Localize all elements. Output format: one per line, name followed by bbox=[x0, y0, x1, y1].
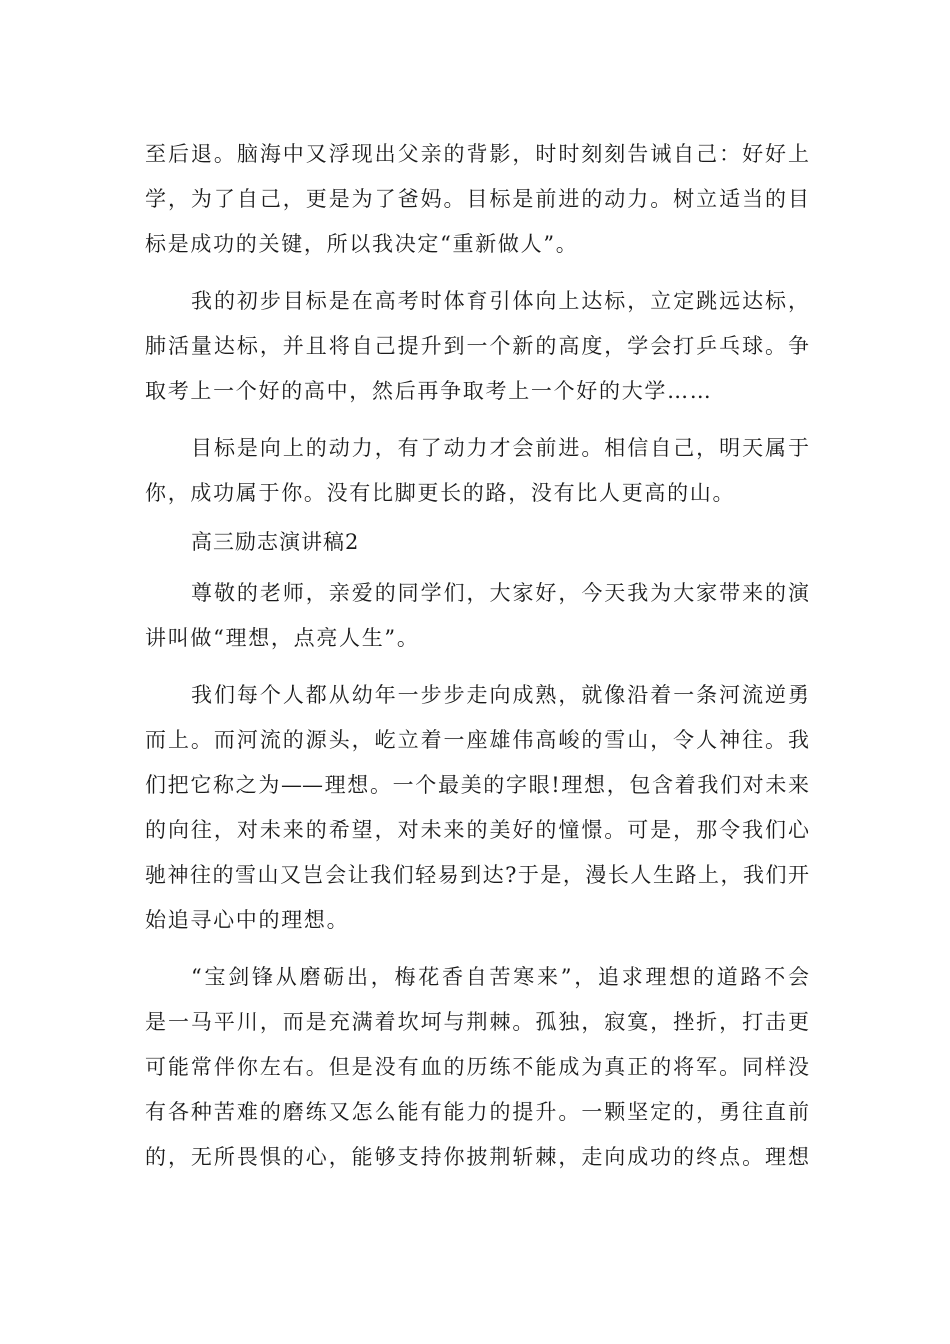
text-line: 的向往，对未来的希望，对未来的美好的憧憬。可是，那令我们心 bbox=[145, 818, 809, 842]
text-line: 我们每个人都从幼年一步步走向成熟，就像沿着一条河流逆勇 bbox=[191, 683, 809, 707]
text-line: 至后退。脑海中又浮现出父亲的背影，时时刻刻告诫自己：好好上 bbox=[145, 142, 809, 166]
text-line: 驰神往的雪山又岂会让我们轻易到达?于是，漫长人生路上，我们开 bbox=[145, 863, 809, 887]
text-line: 可能常伴你左右。但是没有血的历练不能成为真正的将军。同样没 bbox=[145, 1055, 809, 1079]
text-line: 们把它称之为——理想。一个最美的字眼!理想，包含着我们对未来 bbox=[145, 773, 809, 797]
text-line: 是一马平川，而是充满着坎坷与荆棘。孤独，寂寞，挫折，打击更 bbox=[145, 1010, 809, 1034]
text-line: 取考上一个好的高中，然后再争取考上一个好的大学…… bbox=[145, 379, 713, 403]
paragraph-spacer bbox=[145, 414, 809, 426]
text-line: 你，成功属于你。没有比脚更长的路，没有比人更高的山。 bbox=[145, 481, 736, 505]
text-line: 的，无所畏惧的心，能够支持你披荆斩棘，走向成功的终点。理想 bbox=[145, 1145, 809, 1169]
text-line: 尊敬的老师，亲爱的同学们，大家好，今天我为大家带来的演 bbox=[191, 581, 809, 605]
text-line: 讲叫做“理想，点亮人生”。 bbox=[145, 626, 420, 650]
text-line: 有各种苦难的磨练又怎么能有能力的提升。一颗坚定的，勇往直前 bbox=[145, 1100, 809, 1124]
text-line: 我的初步目标是在高考时体育引体向上达标，立定跳远达标， bbox=[191, 289, 809, 313]
paragraph-spacer bbox=[145, 267, 809, 279]
text-line: 而上。而河流的源头，屹立着一座雄伟高峻的雪山，令人神往。我 bbox=[145, 728, 809, 752]
text-line: 学，为了自己，更是为了爸妈。目标是前进的动力。树立适当的目 bbox=[145, 187, 809, 211]
text-line: 标是成功的关键，所以我决定“重新做人”。 bbox=[145, 232, 579, 256]
text-line: “宝剑锋从磨砺出，梅花香自苦寒来”，追求理想的道路不会 bbox=[191, 965, 809, 989]
paragraph-spacer bbox=[145, 661, 809, 673]
document-body bbox=[145, 132, 809, 1180]
text-line: 肺活量达标，并且将自己提升到一个新的高度，学会打乒乓球。争 bbox=[145, 334, 809, 358]
text-line: 始追寻心中的理想。 bbox=[145, 908, 350, 932]
text-line: 目标是向上的动力，有了动力才会前进。相信自己，明天属于 bbox=[191, 436, 809, 460]
paragraph-spacer bbox=[145, 943, 809, 955]
section-heading: 高三励志演讲稿2 bbox=[191, 530, 360, 554]
